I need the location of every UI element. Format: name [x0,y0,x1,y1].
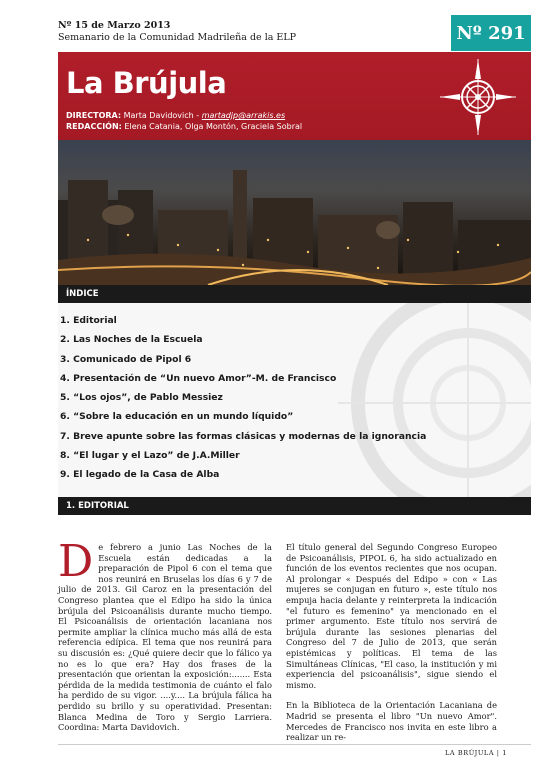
index-item-ignorancia[interactable]: 7. Breve apunte sobre las formas clásicas y modernas de la ignorancia [60,430,427,442]
editorial-left-text: e febrero a junio Las Noches de la Escuela están dedicadas a la preparación de Pipol 6 con el tema que nos reunirá en Bruselas los días 6 y 7 de julio de 2013. Gil Caroz en la presentación del Congreso plantea que el Edipo ha sido la única brújula del Psicoanálisis durante mucho tiempo. El Psicoanálisis de orientación lacaniana nos permite ampliar la clínica mucho más allá de esta referencia edípica. El tema que nos reunirá para su discusión es: ¿Qué quiere decir que lo fálico ya no es lo que era? Hay dos frases de la presentación que orientan la exposición:....... Esta pérdida de la medida testimonia de cuánto el falo ha perdido de su vigor. ....y.... La brújula fálica ha perdido su brillo y su operatividad. Presentan: Blanca Medina de Toro y Sergio Larriera. Coordina: Marta Davidovich. [58,542,272,733]
index-item-presentacion[interactable]: 4. Presentación de “Un nuevo Amor”-M. de Francisco [60,372,337,384]
footer-page-label: LA BRÚJULA | 1 [445,749,508,757]
masthead-title: La Brújula [66,66,227,100]
compass-icon [438,57,518,137]
index-item-casa-alba[interactable]: 9. El legado de la Casa de Alba [60,469,220,481]
footer-rule [58,744,531,745]
editorial-section-bar: 1. EDITORIAL [58,497,531,515]
editorial-right-paragraph-2: En la Biblioteca de la Orientación Lacaniana de Madrid se presenta el libro "Un nuevo Amor". Mercedes de Francisco nos invita en este libro a realizar un re- [286,700,497,743]
redaccion-label: REDACCIÓN: [66,122,122,131]
index-item-los-ojos[interactable]: 5. “Los ojos”, de Pablo Messiez [60,392,223,404]
director-email-link[interactable]: martadjp@arrakis.es [201,111,286,120]
index-list [60,315,426,489]
redaccion-line [66,122,302,131]
city-skyline-image [58,140,531,285]
index-item-editorial[interactable]: 1. Editorial [60,315,117,326]
editorial-right-paragraph-1: El título general del Segundo Congreso Europeo de Psicoanálisis, PIPOL 6, ha sido actualizado en función de los eventos recientes que nos ocupan. Al prolongar « Después del Edipo » con « Las mujeres se conjugan en futuro », este título nos empuja hacia delante y reinterpreta la indicación "el futuro es femenino" ya mencionado en el primer argumento. Este título nos servirá de brújula durante las sesiones plenarias del Congreso del 7 de Julio de 2013, que serán epistémicas y políticas. El tema de las Simultáneas Clínicas, "El caso, la institución y mi experiencia del psicoanálisis", sigue siendo el mismo. [286,542,497,690]
index-panel [58,303,531,497]
masthead [58,52,531,140]
editorial-right-column [286,542,497,743]
director-label: DIRECTORA: [66,111,122,120]
drop-cap: D [58,536,94,587]
director-name: Marta Davidovich - [123,111,200,120]
index-section-bar: ÍNDICE [58,285,531,303]
issue-number-tab: Nº 291 [451,15,531,51]
index-item-educacion[interactable]: 6. “Sobre la educación en un mundo líquido” [60,411,294,423]
redaccion-names: Elena Catania, Olga Montón, Graciela Sobral [124,122,303,131]
editorial-paragraph [58,536,272,733]
newsletter-subtitle: Semanario de la Comunidad Madrileña de la ELP [58,32,297,43]
index-item-lugar-lazo[interactable]: 8. “El lugar y el Lazo” de J.A.Miller [60,450,240,462]
issue-date: Nº 15 de Marzo 2013 [58,20,171,31]
city-photo [58,140,531,285]
editorial-left-column [58,536,272,733]
index-item-noches[interactable]: 2. Las Noches de la Escuela [60,334,203,346]
index-item-comunicado[interactable]: 3. Comunicado de Pipol 6 [60,353,192,365]
director-line [66,111,285,120]
